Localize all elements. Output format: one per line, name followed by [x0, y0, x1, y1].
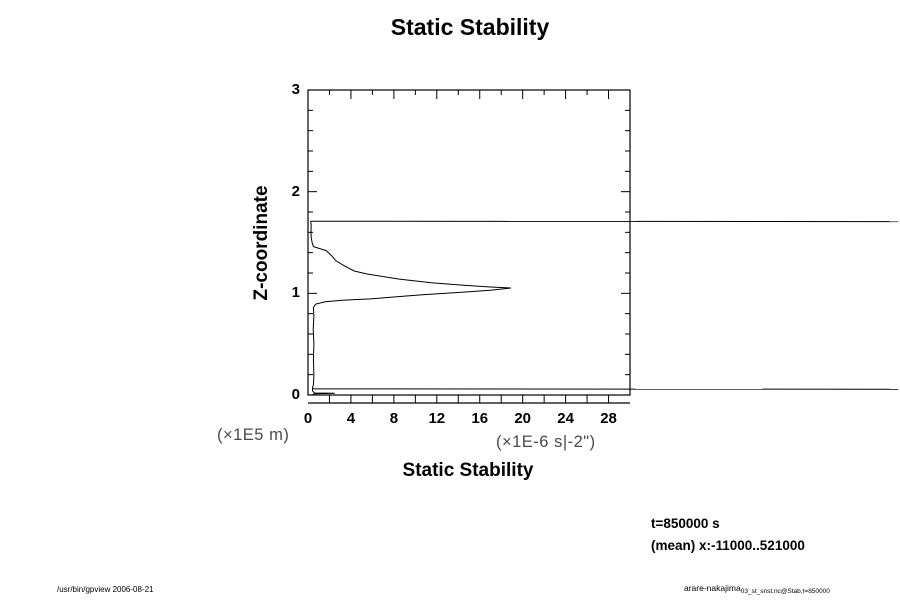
y-axis-unit-label: (×1E5 m): [217, 426, 290, 444]
y-axis-label: Z-coordinate: [251, 185, 272, 301]
annotation-mean-range: (mean) x:-11000..521000: [651, 538, 805, 553]
x-axis-label: Static Stability: [402, 460, 534, 481]
x-tick-label: 4: [346, 410, 356, 427]
x-tick-label: 16: [471, 410, 489, 427]
x-axis-unit-label: (×1E-6 s|-2"): [496, 433, 596, 451]
y-tick-label: 0: [291, 386, 300, 403]
footer-data-source-main: arare-nakajima: [684, 583, 741, 593]
footer-data-source-sub: 03_st_snst.nc@Stab,t=850000: [740, 588, 830, 595]
annotation-time: t=850000 s: [651, 516, 720, 531]
x-tick-label: 20: [514, 410, 531, 427]
x-tick-label: 0: [303, 410, 313, 427]
y-tick-label: 2: [291, 182, 300, 200]
x-tick-label: 28: [600, 410, 617, 427]
x-tick-label: 24: [557, 410, 574, 427]
y-tick-label: 3: [291, 81, 300, 98]
series-static-stability-profile: [311, 221, 511, 395]
x-tick-label: 12: [428, 410, 446, 427]
x-tick-label: 8: [389, 410, 399, 427]
chart-title: Static Stability: [390, 14, 550, 40]
footer-program-credit: /usr/bin/gpview 2006-08-21: [57, 585, 154, 594]
footer-data-source: [684, 583, 830, 595]
y-tick-label: 1: [291, 284, 300, 302]
